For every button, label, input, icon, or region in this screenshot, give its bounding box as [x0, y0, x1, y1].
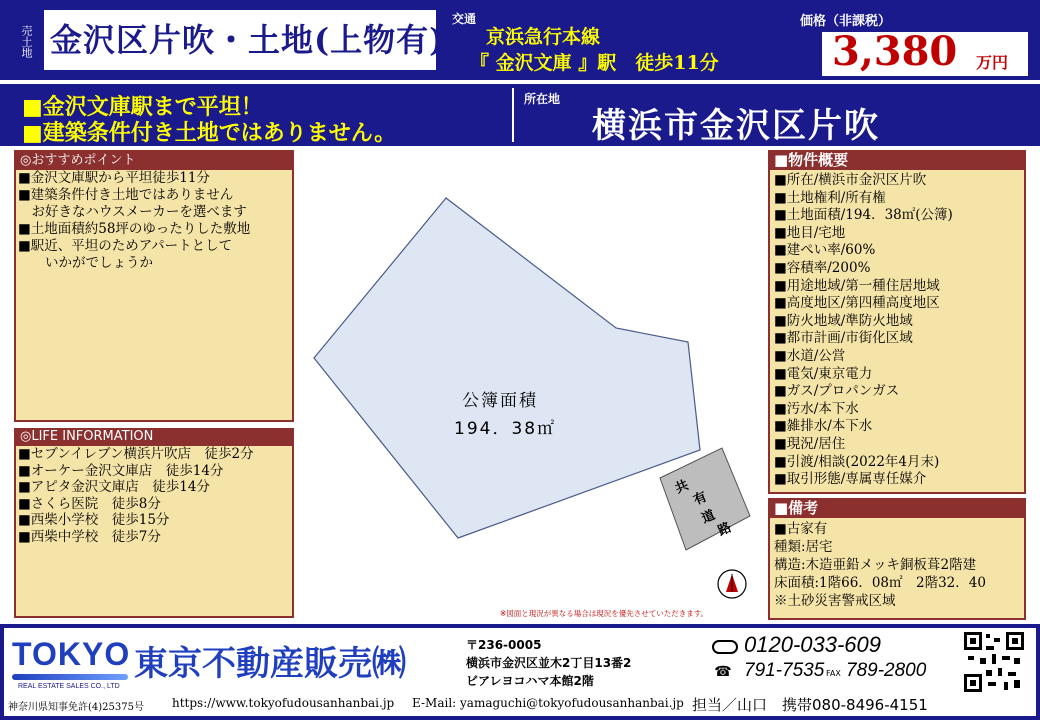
list-item: ■建ぺい率/60% [774, 242, 876, 259]
list-item: ■オーケー金沢文庫店 徒歩14分 [18, 462, 224, 479]
list-item: ■地目/宅地 [774, 224, 846, 241]
freedial-icon [712, 640, 738, 654]
road-char: 道 [699, 507, 718, 527]
road-char: 共 [673, 477, 692, 497]
company-name: 東京不動産販売㈱ [134, 644, 406, 684]
list-item: ■アピタ金沢文庫店 徒歩14分 [18, 479, 210, 495]
plan-note: ※図面と現況が異なる場合は現況を優先させていただきます。 [500, 609, 709, 618]
list-item: ■雑排水/本下水 [774, 418, 873, 435]
list-item: ■さくら医院 徒歩8分 [18, 495, 161, 512]
list-item: ■建築条件付き土地ではありません [18, 187, 234, 203]
location-value: 横浜市金沢区片吹 [592, 106, 880, 146]
overview-list [774, 172, 953, 489]
banner-line-1: ■金沢文庫駅まで平坦！ [22, 94, 263, 120]
address-line-2: ビアレヨコハマ本館2階 [466, 674, 594, 688]
lot-shape [314, 198, 700, 538]
list-item: ■土地面積約58坪のゆったりした敷地 [18, 221, 251, 237]
list-item: ■西柴小学校 徒歩15分 [18, 512, 170, 528]
banner-line-2: ■建築条件付き土地ではありません。 [22, 120, 397, 146]
list-item: ■用途地域/第一種住居地域 [774, 277, 940, 294]
list-item: ■西柴中学校 徒歩7分 [18, 528, 161, 545]
life-list [18, 446, 254, 545]
qr-code[interactable] [964, 632, 1024, 692]
list-item: ■所在/横浜市金沢区片吹 [774, 172, 927, 188]
postal-code: 〒236-0005 [466, 638, 542, 652]
website-link[interactable]: https://www.tokyofudousanhanbai.jp [172, 696, 395, 710]
list-item: ■土地権利/所有権 [774, 189, 886, 206]
list-item: ■セブンイレブン横浜片吹店 徒歩2分 [18, 446, 254, 462]
list-item: ■水道/公営 [774, 347, 846, 364]
list-item: ■駅近、平坦のためアパートとして [18, 238, 233, 254]
list-item: ■都市計画/市街化区域 [774, 330, 913, 347]
road-char: 有 [691, 489, 710, 509]
email-link[interactable]: E-Mail: yamaguchi@tokyofudousanhanbai.jp [412, 696, 684, 710]
recommend-list [18, 170, 250, 272]
remarks-list [774, 520, 986, 610]
tel-number[interactable]: 791-7535 [744, 660, 825, 681]
overview-heading: ■物件概要 [768, 150, 1026, 170]
transport-line: 京浜急行本線 [486, 26, 601, 48]
list-item: ■防火地域/準防火地域 [774, 312, 913, 329]
list-item: 種類:居宅 [774, 539, 833, 555]
list-item: ■土地面積/194．38㎡(公簿) [774, 207, 953, 224]
price-label: 価格（非課税） [800, 14, 892, 29]
area-value: 194．38㎡ [454, 419, 557, 439]
list-item: ■ガス/プロパンガス [774, 383, 900, 400]
list-item: ■金沢文庫駅から平坦徒歩11分 [18, 170, 210, 186]
fax-label: FAX [826, 669, 841, 678]
address-line-1: 横浜市金沢区並木2丁目13番2 [466, 656, 632, 670]
logo-text: TOKYO [12, 636, 131, 672]
list-item: ※土砂災害警戒区域 [774, 593, 896, 609]
list-item: いかがでしょうか [18, 255, 153, 271]
transport-label: 交通 [452, 12, 477, 26]
road-char: 路 [715, 520, 734, 540]
logo-sub: REAL ESTATE SALES CO., LTD [18, 683, 120, 690]
list-item: お好きなハウスメーカーを選べます [18, 204, 247, 220]
location-label: 所在地 [524, 92, 561, 106]
list-item: ■汚水/本下水 [774, 400, 859, 417]
list-item: ■高度地区/第四種高度地区 [774, 295, 940, 312]
north-arrow [718, 570, 746, 598]
list-item: 床面積:1階66．08㎡ 2階32．40 [774, 575, 986, 591]
list-item: ■引渡/相談(2022年4月末) [774, 453, 940, 470]
list-item: ■古家有 [774, 521, 828, 537]
logo [12, 636, 130, 694]
list-item: ■現況/居住 [774, 435, 846, 452]
list-item: ■容積率/200% [774, 259, 871, 276]
freedial-number[interactable]: 0120-033-609 [744, 632, 882, 657]
price-value: 3,380 [832, 28, 958, 75]
remarks-heading: ■備考 [768, 498, 1026, 518]
phone-icon: ☎ [714, 664, 732, 680]
qr-code-drawing [964, 632, 1024, 692]
vertical-label: 売土地 [20, 25, 33, 58]
license: 神奈川県知事免許(4)25375号 [8, 702, 144, 713]
contact-person: 担当／山口 携帯080-8496-4151 [692, 696, 928, 714]
recommend-heading: ◎おすすめポイント [14, 152, 294, 170]
price-unit: 万円 [976, 53, 1009, 72]
list-item: ■取引形態/専属専任媒介 [774, 471, 927, 488]
page-title: 金沢区片吹・土地(上物有) [50, 21, 446, 59]
life-heading: ◎LIFE INFORMATION [14, 428, 294, 446]
list-item: ■電気/東京電力 [774, 365, 873, 382]
logo-wave [12, 674, 128, 680]
area-label: 公簿面積 [462, 391, 538, 411]
list-item: 構造:木造亜鉛メッキ銅板葺2階建 [774, 557, 977, 573]
banner-divider [512, 88, 514, 142]
transport-station: 『 金沢文庫 』駅 徒歩11分 [470, 52, 719, 74]
fax-number: 789-2800 [846, 660, 927, 681]
